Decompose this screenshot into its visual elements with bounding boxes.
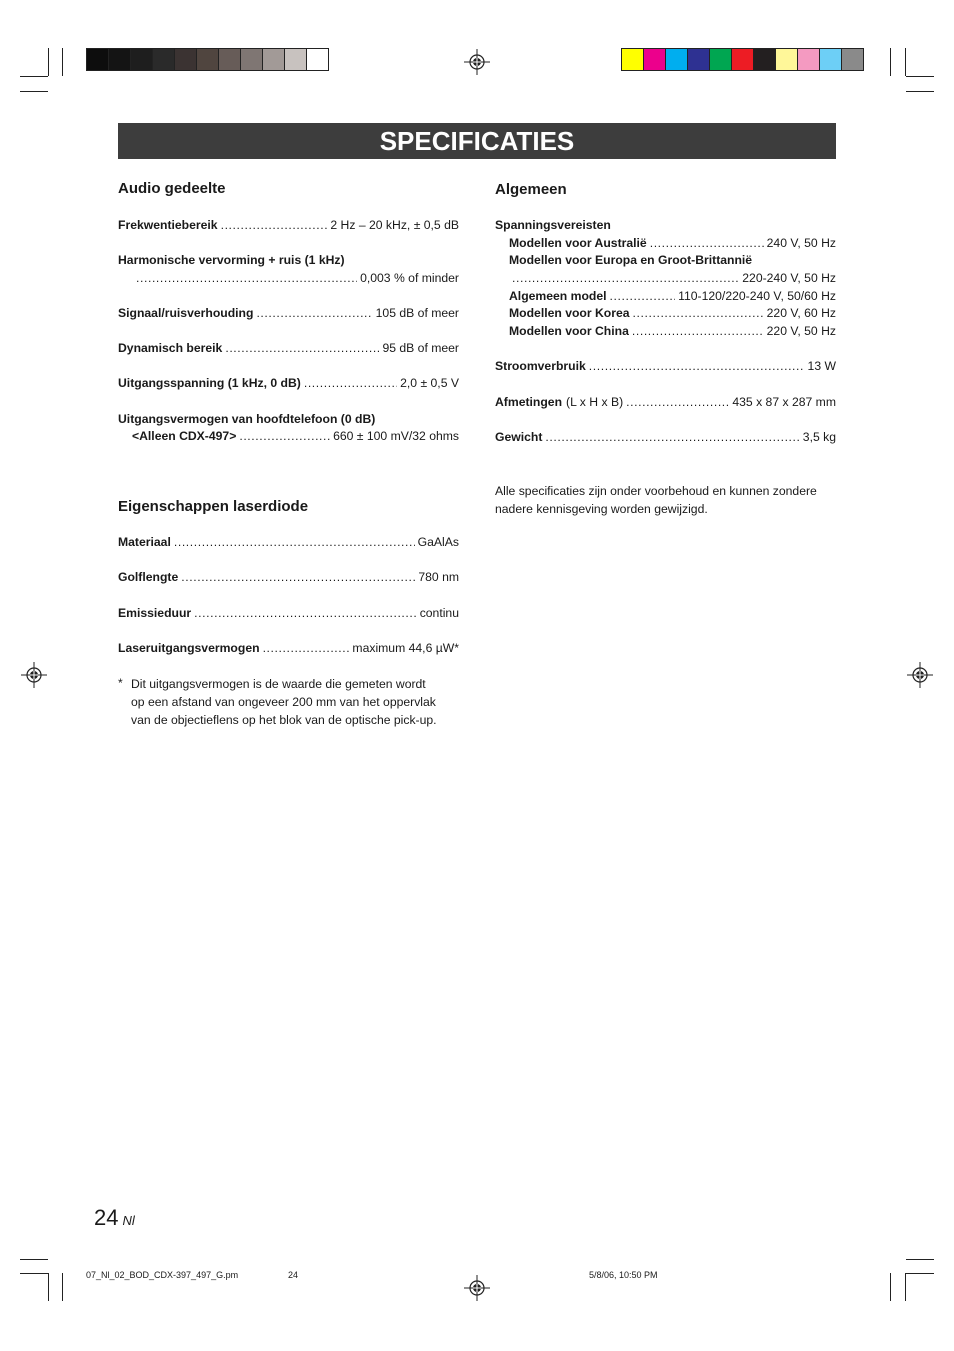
- spec-row-australia: [509, 236, 836, 250]
- crop-mark: [20, 1273, 48, 1274]
- leader-dots: [589, 359, 805, 373]
- spec-value: 110-120/220-240 V, 50/60 Hz: [678, 289, 836, 303]
- spec-value: 3,5 kg: [802, 430, 836, 444]
- spec-label: Gewicht: [495, 430, 543, 444]
- slug-filename: 07_Nl_02_BOD_CDX-397_497_G.pm: [86, 1270, 239, 1280]
- spec-row-frequency: [118, 218, 459, 232]
- crop-mark: [890, 1273, 891, 1301]
- audio-heading: Audio gedeelte: [118, 180, 226, 197]
- leader-dots: [650, 236, 764, 250]
- spec-value: 220 V, 60 Hz: [766, 306, 836, 320]
- spec-label-headphone: Uitgangsvermogen van hoofdtelefoon (0 dB): [118, 412, 376, 426]
- leader-dots: [263, 641, 350, 655]
- spec-label: Signaal/ruisverhouding: [118, 306, 254, 320]
- spec-value: continu: [419, 606, 459, 620]
- spec-label-europe: Modellen voor Europa en Groot-Brittannië: [509, 253, 753, 267]
- color-swatch: [622, 49, 644, 70]
- grayscale-color-bar: [86, 48, 329, 71]
- spec-label: Frekwentiebereik: [118, 218, 218, 232]
- spec-label: Laseruitgangsvermogen: [118, 641, 260, 655]
- gray-swatch: [219, 49, 241, 70]
- footnote-mark: *: [118, 676, 123, 690]
- color-swatch: [732, 49, 754, 70]
- leader-dots: [512, 271, 739, 285]
- specifications-notice: [495, 482, 840, 518]
- spec-label: Modellen voor China: [509, 324, 629, 338]
- spec-label: Modellen voor Australië: [509, 236, 647, 250]
- spec-row-general-model: [509, 289, 836, 303]
- crop-mark: [905, 1273, 906, 1301]
- spec-row-korea: [509, 306, 836, 320]
- crop-mark: [48, 48, 49, 76]
- gray-swatch: [263, 49, 285, 70]
- spec-row-snr: [118, 306, 459, 320]
- crop-mark: [905, 48, 906, 76]
- slug-date: 5/8/06, 10:50 PM: [589, 1270, 658, 1280]
- color-swatch: [666, 49, 688, 70]
- spec-label: Uitgangsspanning (1 kHz, 0 dB): [118, 376, 301, 390]
- spec-value: 220-240 V, 50 Hz: [742, 271, 836, 285]
- crop-mark: [906, 1259, 934, 1260]
- spec-value: GaAlAs: [417, 535, 459, 549]
- notice-line: nadere kennisgeving worden gewijzigd.: [495, 502, 708, 516]
- leader-dots: [633, 306, 764, 320]
- footnote-line: Dit uitgangsvermogen is de waarde die gemeten wordt: [131, 677, 426, 691]
- spec-row-china: [509, 324, 836, 338]
- color-swatch: [754, 49, 776, 70]
- spec-value: 0,003 % of minder: [360, 271, 459, 285]
- footnote-text: [131, 675, 471, 729]
- color-swatch: [688, 49, 710, 70]
- slug-page: 24: [288, 1270, 299, 1280]
- spec-label-sub: (L x H x B): [566, 395, 624, 409]
- general-heading: Algemeen: [495, 181, 567, 198]
- spec-value: 105 dB of meer: [375, 306, 459, 320]
- crop-mark: [20, 76, 48, 77]
- voltage-heading: Spanningsvereisten: [495, 218, 611, 232]
- spec-value: 780 nm: [418, 570, 459, 584]
- crop-mark: [20, 1259, 48, 1260]
- spec-row-emission: [118, 606, 459, 620]
- registration-target-icon: [907, 662, 933, 688]
- leader-dots: [221, 218, 328, 232]
- color-swatch: [820, 49, 842, 70]
- spec-label: Materiaal: [118, 535, 171, 549]
- leader-dots: [174, 535, 415, 549]
- notice-line: Alle specificaties zijn onder voorbehoud en kunnen zondere: [495, 484, 817, 498]
- spec-row-thd: [136, 271, 459, 285]
- spec-row-dimensions: [495, 395, 836, 409]
- spec-label: Stroomverbruik: [495, 359, 586, 373]
- crop-mark: [62, 1273, 63, 1301]
- spec-label: Emissieduur: [118, 606, 192, 620]
- gray-swatch: [175, 49, 197, 70]
- spec-value: 95 dB of meer: [382, 341, 459, 355]
- crop-mark: [48, 1273, 49, 1301]
- spec-row-output: [118, 376, 459, 390]
- leader-dots: [626, 395, 729, 409]
- spec-value: 240 V, 50 Hz: [766, 236, 836, 250]
- spec-value: 13 W: [807, 359, 836, 373]
- spec-label: Algemeen model: [509, 289, 607, 303]
- spec-row-europe: [512, 271, 836, 285]
- registration-target-icon: [464, 49, 490, 75]
- leader-dots: [136, 271, 357, 285]
- spec-label-thd: Harmonische vervorming + ruis (1 kHz): [118, 253, 345, 267]
- spec-value: maximum 44,6 µW*: [352, 641, 459, 655]
- leader-dots: [194, 606, 417, 620]
- registration-target-icon: [464, 1275, 490, 1301]
- spec-value: 2,0 ± 0,5 V: [400, 376, 459, 390]
- leader-dots: [181, 570, 415, 584]
- leader-dots: [545, 430, 799, 444]
- spec-row-material: [118, 535, 459, 549]
- spec-label: Dynamisch bereik: [118, 341, 223, 355]
- spec-value: 435 x 87 x 287 mm: [732, 395, 836, 409]
- gray-swatch: [197, 49, 219, 70]
- crop-mark: [906, 91, 934, 92]
- spec-row-headphone: [132, 429, 459, 443]
- color-swatch: [842, 49, 863, 70]
- laser-heading: Eigenschappen laserdiode: [118, 498, 309, 515]
- leader-dots: [225, 341, 379, 355]
- leader-dots: [239, 429, 330, 443]
- spec-label: Modellen voor Korea: [509, 306, 630, 320]
- spec-label: <Alleen CDX-497>: [132, 429, 237, 443]
- page-language: Nl: [122, 1213, 135, 1228]
- spec-label: Golflengte: [118, 570, 179, 584]
- gray-swatch: [307, 49, 328, 70]
- gray-swatch: [153, 49, 175, 70]
- spec-row-wavelength: [118, 570, 459, 584]
- crop-mark: [890, 48, 891, 76]
- page-number-value: 24: [94, 1205, 119, 1230]
- crop-mark: [906, 76, 934, 77]
- footnote-line: op een afstand van ongeveer 200 mm van het oppervlak: [131, 695, 436, 709]
- leader-dots: [256, 306, 372, 320]
- color-swatch: [644, 49, 666, 70]
- spec-row-dynamic: [118, 341, 459, 355]
- color-swatch: [710, 49, 732, 70]
- spec-row-weight: [495, 430, 836, 444]
- crop-mark: [906, 1273, 934, 1274]
- leader-dots: [304, 376, 397, 390]
- spec-label: Afmetingen: [495, 395, 563, 409]
- leader-dots: [610, 289, 676, 303]
- color-swatch: [798, 49, 820, 70]
- spec-value: 2 Hz – 20 kHz, ± 0,5 dB: [330, 218, 459, 232]
- gray-swatch: [109, 49, 131, 70]
- leader-dots: [632, 324, 764, 338]
- gray-swatch: [241, 49, 263, 70]
- spec-row-power-consumption: [495, 359, 836, 373]
- spec-value: 660 ± 100 mV/32 ohms: [333, 429, 459, 443]
- gray-swatch: [131, 49, 153, 70]
- color-swatch: [776, 49, 798, 70]
- gray-swatch: [285, 49, 307, 70]
- spec-row-laser-power: [118, 641, 459, 655]
- gray-swatch: [87, 49, 109, 70]
- spec-value: 220 V, 50 Hz: [766, 324, 836, 338]
- crop-mark: [20, 91, 48, 92]
- crop-mark: [62, 48, 63, 76]
- footnote-line: van de objectieflens op het blok van de optische pick-up.: [131, 713, 437, 727]
- page-number: [94, 1205, 135, 1231]
- page-title: SPECIFICATIES: [118, 123, 836, 159]
- process-color-bar: [621, 48, 864, 71]
- registration-target-icon: [21, 662, 47, 688]
